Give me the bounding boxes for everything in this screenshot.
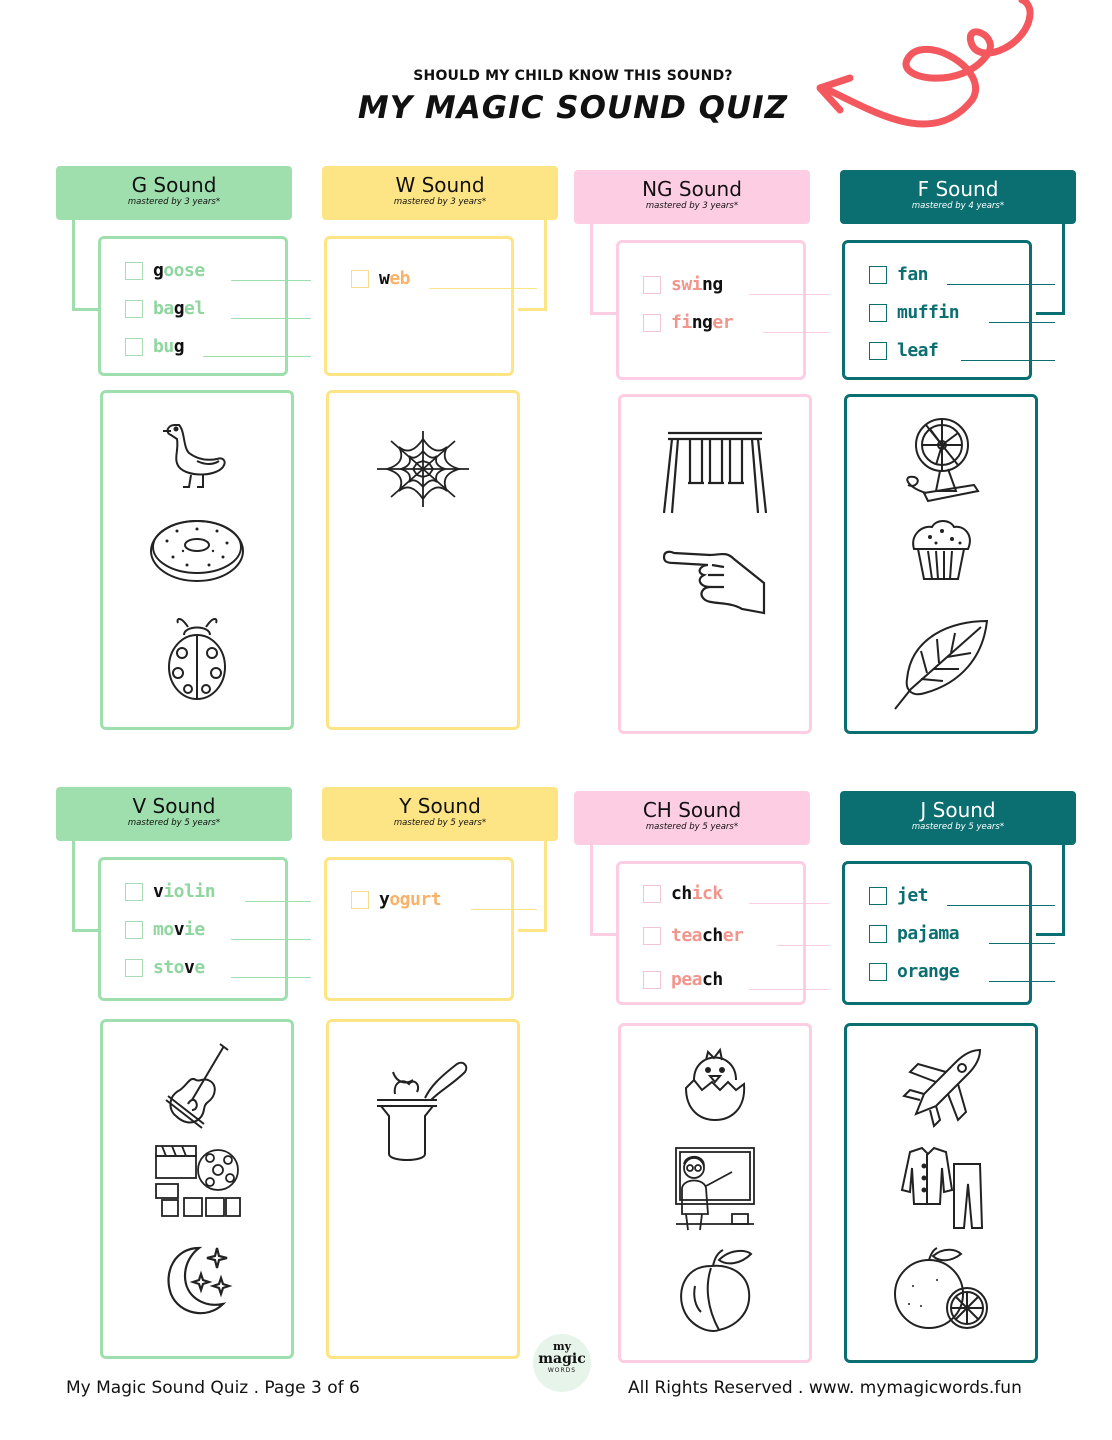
answer-line[interactable] [947,905,1055,906]
leaf-icon [891,617,991,717]
answer-line[interactable] [777,945,829,946]
page-title: MY MAGIC SOUND QUIZ [357,90,789,126]
word-part-target: f [928,340,939,361]
word-part-highlight: tea [671,925,703,946]
word-checkbox[interactable] [125,262,143,280]
answer-line[interactable] [471,909,537,910]
word-part-highlight: oose [163,260,205,281]
word-checkbox[interactable] [125,921,143,939]
word-checkbox[interactable] [125,883,143,901]
word-part-target: ng [691,312,713,333]
word-part-highlight: ange [917,961,960,982]
word-row [125,880,285,904]
sound-title: W Sound [395,173,485,197]
connector-line [590,224,619,315]
word-row [125,918,285,942]
word-text [671,924,743,948]
yogurt-icon [373,1058,473,1172]
picture-box [844,394,1038,734]
word-part-highlight: bu [153,336,174,357]
logo-line-2: magic [538,1351,586,1367]
word-text [153,880,215,904]
pointing-finger-icon [660,547,770,621]
connector-line [72,220,101,311]
word-part-highlight: mo [153,919,174,940]
word-text [897,884,928,908]
word-checkbox[interactable] [643,927,661,945]
word-part-target: ff [917,302,939,323]
word-row [869,922,1029,946]
word-list-box [324,236,514,376]
orange-icon [891,1246,991,1340]
mastered-age: mastered by 5 years* [645,822,739,832]
answer-line[interactable] [989,322,1055,323]
word-part-highlight: eb [389,268,411,289]
word-part-target: ch [702,969,723,990]
word-row [643,968,803,992]
word-text [379,888,441,912]
footer-rights: All Rights Reserved . www. mymagicwords.fun [628,1378,1022,1398]
word-part-target: v [184,957,195,978]
word-checkbox[interactable] [643,885,661,903]
connector-line [72,841,101,932]
sound-label [56,166,292,220]
answer-line[interactable] [989,943,1055,944]
picture-box [100,390,294,730]
word-part-target: j [917,923,929,944]
sound-label [840,170,1076,224]
word-part-highlight: in [938,302,960,323]
answer-line[interactable] [989,981,1055,982]
picture-box [618,394,812,734]
muffin-icon [906,515,976,589]
answer-line[interactable] [231,977,311,978]
word-checkbox[interactable] [869,266,887,284]
word-text [153,956,205,980]
answer-line[interactable] [947,284,1055,285]
sound-label [322,787,558,841]
word-part-highlight: ama [928,923,960,944]
word-row [643,924,803,948]
word-text [671,882,723,906]
connector-line [518,841,547,932]
word-text [897,960,959,984]
word-part-highlight: ba [153,298,174,319]
word-row [869,884,1029,908]
word-text [671,968,723,992]
word-checkbox[interactable] [643,971,661,989]
word-part-highlight: er [722,925,744,946]
word-part-highlight: fi [671,312,692,333]
word-row [643,311,803,335]
sound-title: F Sound [917,177,999,201]
word-checkbox[interactable] [869,963,887,981]
word-list-box [98,857,288,1001]
ladybug-icon [162,613,232,707]
mastered-age: mastered by 3 years* [645,201,739,211]
pajamas-icon [896,1144,986,1238]
word-text [379,267,410,291]
word-checkbox[interactable] [869,342,887,360]
word-part-target: g [173,298,185,319]
spider-web-icon [373,429,473,513]
word-row [125,956,285,980]
fan-icon [896,415,986,509]
word-text [897,263,928,287]
word-part-target: v [153,881,164,902]
word-text [153,918,205,942]
goose-icon [157,411,237,495]
word-list-box [616,240,806,380]
answer-line[interactable] [763,332,829,333]
word-checkbox[interactable] [125,338,143,356]
sound-title: G Sound [131,173,217,197]
connector-line [1036,845,1065,936]
sound-title: J Sound [920,798,996,822]
mastered-age: mastered by 3 years* [127,197,221,207]
picture-box [326,390,520,730]
sound-label [840,791,1076,845]
mastered-age: mastered by 5 years* [393,818,487,828]
word-text [897,339,938,363]
word-part-target: y [379,889,390,910]
mastered-age: mastered by 4 years* [911,201,1005,211]
word-checkbox[interactable] [351,270,369,288]
sound-title: Y Sound [399,794,481,818]
word-list-box [98,236,288,376]
sound-label [322,166,558,220]
word-part-target: ch [671,883,692,904]
connector-line [518,220,547,311]
teacher-icon [672,1144,758,1238]
picture-box [100,1019,294,1359]
movie-icon [152,1140,242,1224]
word-checkbox[interactable] [869,304,887,322]
stars-moon-icon [157,1242,237,1326]
word-part-highlight: pa [897,923,918,944]
word-part-highlight: er [712,312,734,333]
word-part-highlight: mu [897,302,918,323]
word-part-target: g [173,336,185,357]
jet-icon [896,1044,986,1138]
word-checkbox[interactable] [125,300,143,318]
answer-line[interactable] [231,939,311,940]
word-part-highlight: el [184,298,205,319]
word-part-target: v [173,919,185,940]
word-part-highlight: iolin [163,881,216,902]
sound-label [574,791,810,845]
answer-line[interactable] [749,903,829,904]
answer-line[interactable] [749,294,829,295]
word-row [869,960,1029,984]
header-subtitle: SHOULD MY CHILD KNOW THIS SOUND? [413,68,733,84]
connector-line [1036,224,1065,315]
word-part-highlight: e [194,957,205,978]
word-part-target: w [379,268,390,289]
word-part-highlight: et [907,885,929,906]
picture-box [844,1023,1038,1363]
word-row [125,259,285,283]
logo-line-3: WORDS [547,1367,577,1374]
footer-page-info: My Magic Sound Quiz . Page 3 of 6 [66,1378,360,1398]
word-text [153,259,205,283]
word-row [351,267,511,291]
word-part-target: j [897,885,908,906]
answer-line[interactable] [231,318,311,319]
word-row [869,339,1029,363]
word-part-highlight: lea [897,340,929,361]
mastered-age: mastered by 5 years* [127,818,221,828]
answer-line[interactable] [961,360,1055,361]
word-row [125,335,285,359]
word-row [643,273,803,297]
answer-line[interactable] [245,901,311,902]
bagel-icon [147,511,247,595]
answer-line[interactable] [203,356,311,357]
sound-title: CH Sound [642,798,742,822]
word-part-target: f [897,264,908,285]
picture-box [326,1019,520,1359]
word-part-highlight: an [907,264,929,285]
swing-set-icon [660,427,770,521]
word-text [153,297,205,321]
word-list-box [324,857,514,1001]
chick-icon [680,1044,750,1128]
word-list-box [842,240,1032,380]
answer-line[interactable] [429,288,537,289]
word-row [869,301,1029,325]
word-part-target: ng [702,274,723,295]
word-list-box [842,861,1032,1005]
word-text [897,301,959,325]
word-checkbox[interactable] [351,891,369,909]
sound-label [574,170,810,224]
word-part-highlight: ie [184,919,205,940]
connector-line [590,845,619,936]
word-row [643,882,803,906]
answer-line[interactable] [749,989,829,990]
violin-icon [162,1040,232,1134]
peach-icon [675,1246,755,1340]
word-part-target: g [153,260,164,281]
word-part-highlight: or [897,961,918,982]
word-part-target: ch [702,925,723,946]
word-row [869,263,1029,287]
word-row [125,297,285,321]
mastered-age: mastered by 3 years* [393,197,487,207]
brand-logo [533,1334,591,1392]
word-checkbox[interactable] [643,276,661,294]
word-part-highlight: ick [691,883,723,904]
sound-title: NG Sound [642,177,742,201]
word-text [671,273,723,297]
word-checkbox[interactable] [869,925,887,943]
word-text [671,311,733,335]
word-text [897,922,959,946]
word-part-highlight: ogurt [389,889,442,910]
logo-line-1: my [552,1340,572,1353]
sound-label [56,787,292,841]
word-checkbox[interactable] [125,959,143,977]
word-row [351,888,511,912]
sound-title: V Sound [132,794,216,818]
word-part-highlight: pea [671,969,703,990]
mastered-age: mastered by 5 years* [911,822,1005,832]
word-text [153,335,184,359]
word-checkbox[interactable] [643,314,661,332]
picture-box [618,1023,812,1363]
word-part-highlight: sto [153,957,185,978]
word-list-box [616,861,806,1005]
word-part-highlight: swi [671,274,703,295]
swirl-arrow-icon [812,0,1042,140]
word-checkbox[interactable] [869,887,887,905]
answer-line[interactable] [231,280,311,281]
